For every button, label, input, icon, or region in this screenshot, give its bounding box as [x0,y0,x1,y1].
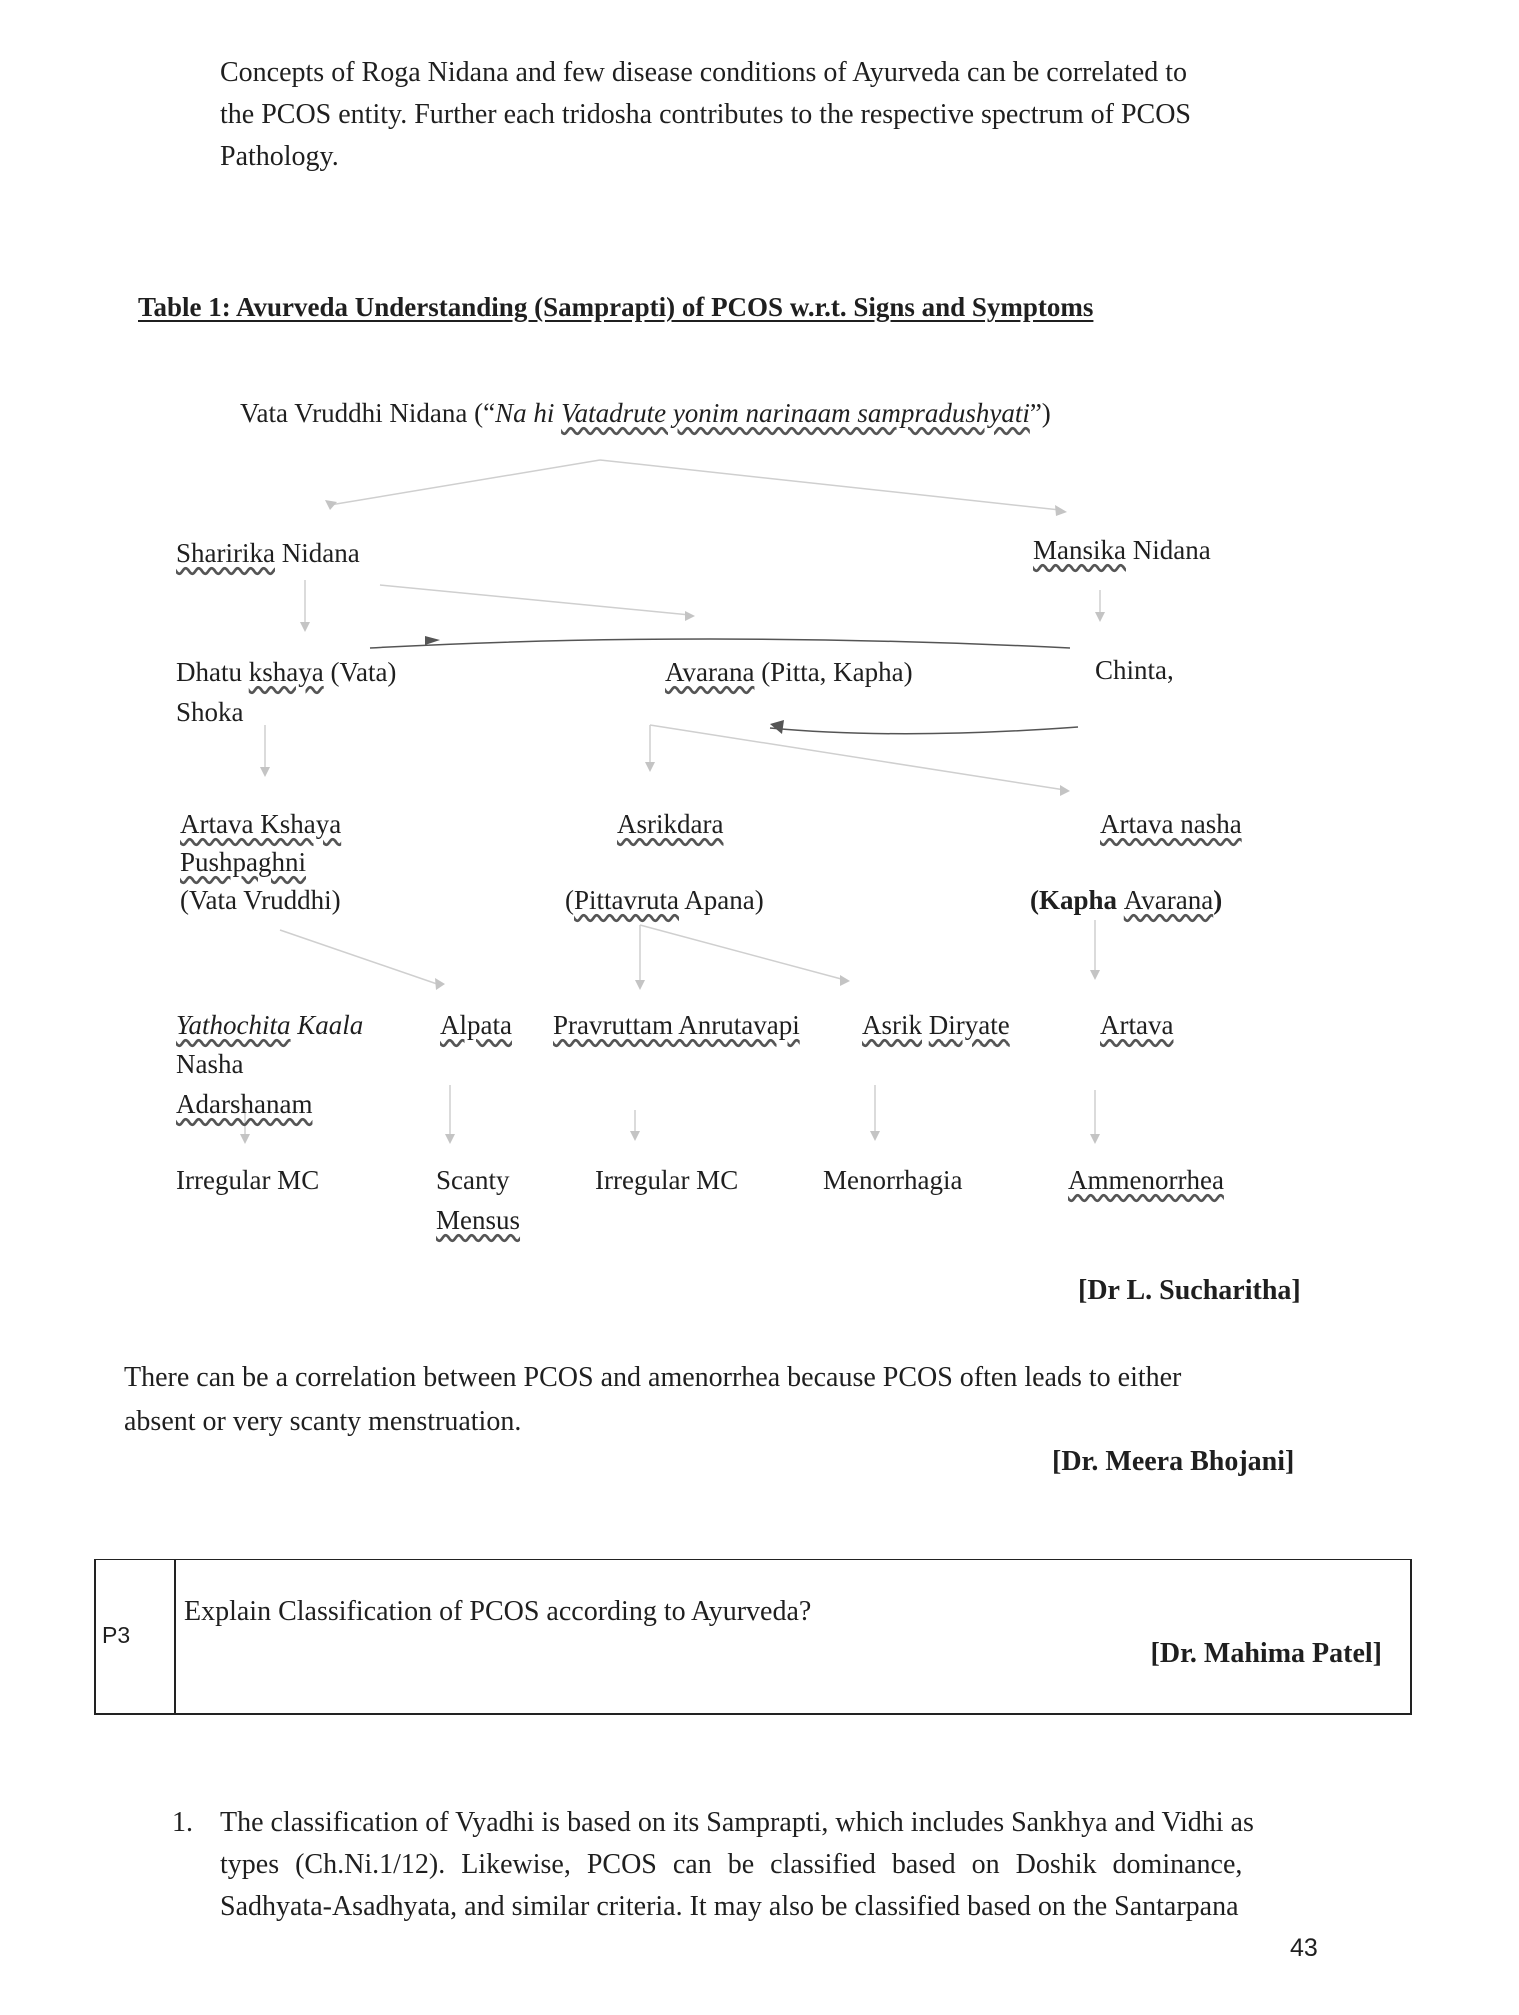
credit-sucharitha: [Dr L. Sucharitha] [1078,1275,1301,1306]
question-box [94,1559,1412,1715]
table-title: Table 1: Avurveda Understanding (Samprapti) of PCOS w.r.t. Signs and Symptoms [138,292,1094,322]
node-alpata: Alpata [440,1010,512,1040]
node-artava-kshaya: Artava Kshaya [180,809,342,839]
node-label: ) [1213,885,1223,915]
node-label: Apana) [678,885,764,915]
node-dhatu-kshaya [176,655,396,689]
node-pushpaghni: Pushpaghni [180,847,307,877]
node-mansika-nidana [1033,533,1211,567]
node-artava-nasha: Artava nasha [1100,809,1242,839]
node-label: (Kapha [1030,885,1124,915]
node-yathochita-kaala [176,1008,363,1042]
node-label: Diryate [928,1010,1010,1040]
node-label: (Vata) [323,657,397,687]
correlation-line-2: absent or very scanty menstruation. [124,1406,522,1437]
node-pravruttam: Pravruttam Anrutavapi [553,1010,800,1040]
intro-line-2: the PCOS entity. Further each tridosha contributes to the respective spectrum of PCOS [220,99,1192,130]
node-asrik-diryate [862,1008,1010,1042]
credit-bhojani: [Dr. Meera Bhojani] [1052,1446,1295,1477]
node-nasha: Nasha [176,1049,244,1079]
node-label: Asrik [862,1010,922,1040]
node-label: Yathochita [176,1010,291,1040]
node-irregular-mc-1: Irregular MC [176,1165,320,1195]
node-kapha-avarana [1030,883,1222,917]
list-line-2: types (Ch.Ni.1/12). Likewise, PCOS can be classified based on Doshik dominance, [220,1849,1243,1880]
node-artava: Artava [1100,1010,1174,1040]
node-label: Sharirika [176,538,275,568]
page-number: 43 [1290,1934,1318,1962]
node-label: Kaala [290,1010,364,1040]
node-scanty: Scanty [436,1165,510,1195]
flowchart-root [240,396,1051,430]
node-label: Avarana [665,657,755,687]
question-id: P3 [102,1622,131,1648]
node-label: Avarana [1123,885,1214,915]
node-label: Pittavruta [574,885,679,915]
node-asrikdara: Asrikdara [617,809,724,839]
root-quote: Vatadrute yonim narinaam sampradushyati [561,398,1030,428]
intro-line-1: Concepts of Roga Nidana and few disease conditions of Ayurveda can be correlated to [220,57,1187,88]
list-line-1: The classification of Vyadhi is based on its Samprapti, which includes Sankhya and Vidhi as [220,1807,1254,1838]
correlation-line-1: There can be a correlation between PCOS and amenorrhea because PCOS often leads to either [124,1362,1182,1393]
node-chinta: Chinta, [1095,655,1174,685]
node-avarana [665,655,913,689]
node-adarshanam: Adarshanam [176,1089,313,1119]
node-label: Mansika [1033,535,1126,565]
node-label: ( [565,885,574,915]
question-id-cell [96,1560,176,1713]
intro-line-3: Pathology. [220,141,339,172]
root-close: ”) [1029,398,1051,428]
node-label: Nidana [274,538,360,568]
root-text: Vata Vruddhi Nidana (“ [240,398,496,428]
node-menorrhagia: Menorrhagia [823,1165,963,1195]
node-label: (Pitta, Kapha) [754,657,913,687]
question-author: [Dr. Mahima Patel] [1150,1638,1382,1669]
list-number: 1. [172,1807,193,1838]
node-label: Nidana [1125,535,1211,565]
node-vata-vruddhi: (Vata Vruddhi) [180,885,341,915]
node-label: Dhatu [176,657,249,687]
node-pittavruta-apana [565,883,764,917]
node-shoka: Shoka [176,697,244,727]
node-mensus: Mensus [436,1205,521,1235]
question-text: Explain Classification of PCOS according to Ayurveda? [184,1596,812,1627]
node-ammenorrhea: Ammenorrhea [1068,1165,1224,1195]
root-quote-start: Na hi [495,398,562,428]
list-line-3: Sadhyata-Asadhyata, and similar criteria. It may also be classified based on the Santarpana [220,1891,1239,1922]
node-sharirika-nidana [176,536,360,570]
node-label: kshaya [248,657,324,687]
node-irregular-mc-2: Irregular MC [595,1165,739,1195]
